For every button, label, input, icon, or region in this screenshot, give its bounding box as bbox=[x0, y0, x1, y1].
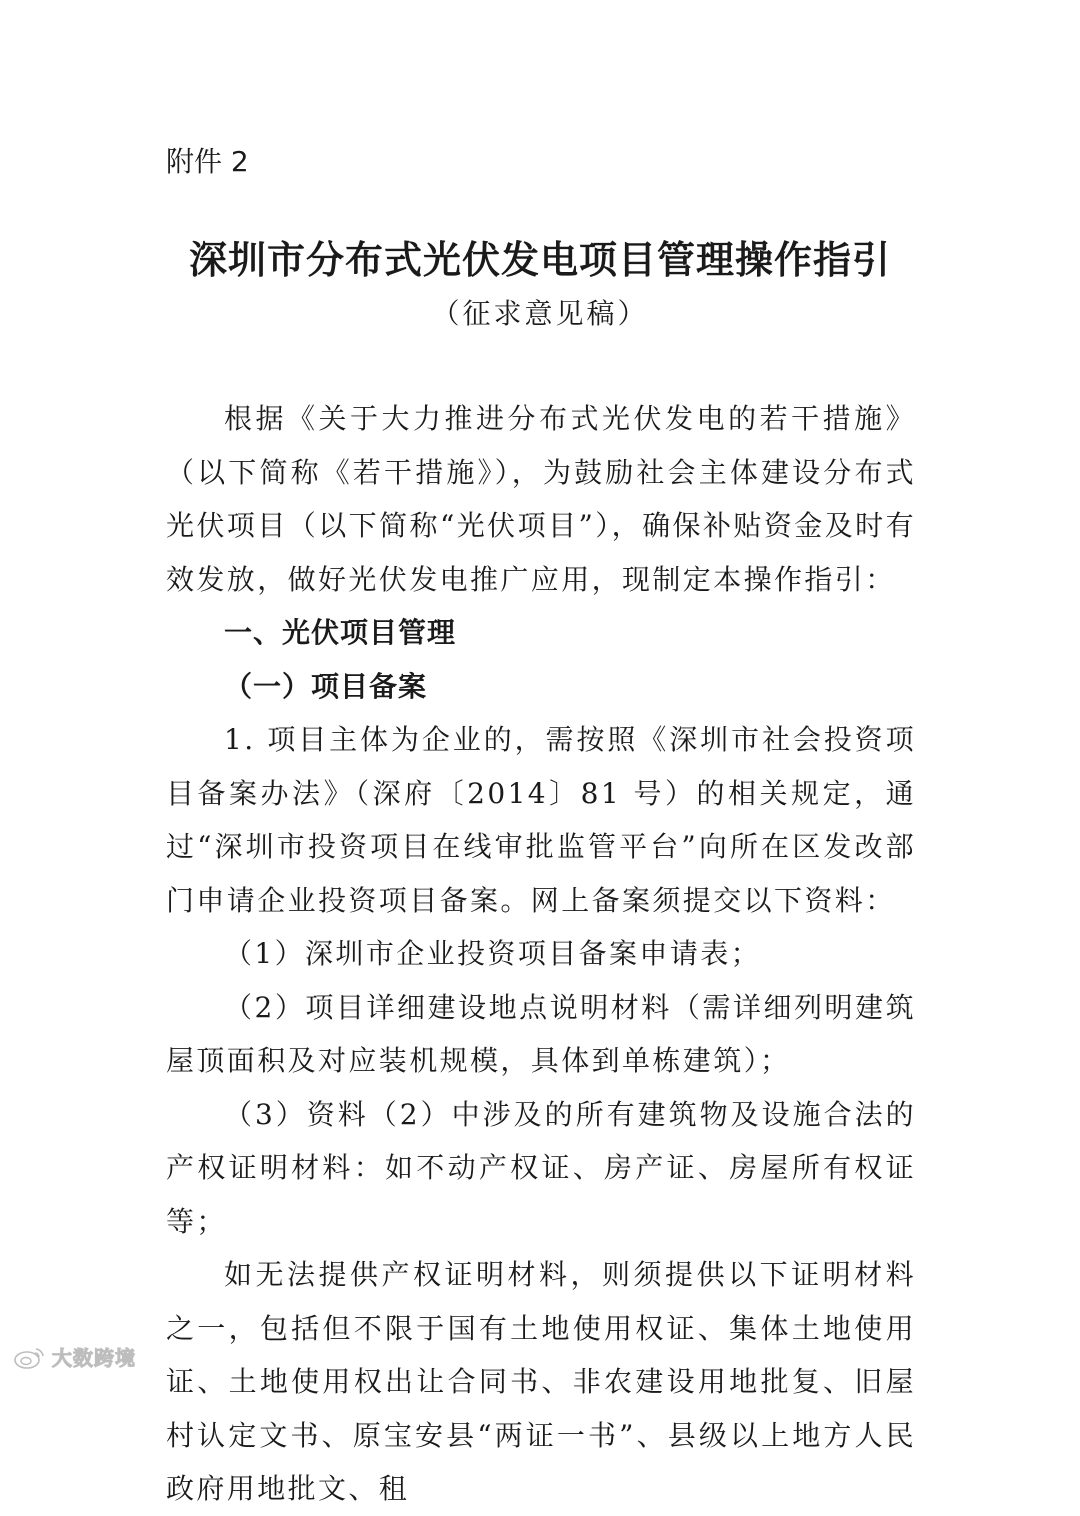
sub-item-paragraph: （2）项目详细建设地点说明材料（需详细列明建筑屋顶面积及对应装机规模，具体到单栋建筑）； bbox=[166, 990, 916, 1077]
note-paragraph: 如无法提供产权证明材料，则须提供以下证明材料之一，包括但不限于国有土地使用权证、集体土地使用证、土地使用权出让合同书、非农建设用地批复、旧屋村认定文书、原宝安县“两证一书”、县级以上地方人民政府用地批文、租 bbox=[166, 1258, 916, 1505]
attachment-label: 附件 2 bbox=[166, 145, 249, 178]
section-heading: 一、光伏项目管理 bbox=[224, 616, 457, 649]
document-body bbox=[166, 392, 916, 1516]
intro-paragraph: 根据《关于大力推进分布式光伏发电的若干措施》（以下简称《若干措施》），为鼓励社会主体建设分布式光伏项目（以下简称“光伏项目”），确保补贴资金及时有效发放，做好光伏发电推广应用，现制定本操作指引： bbox=[166, 402, 916, 596]
sub-item-paragraph: （1）深圳市企业投资项目备案申请表； bbox=[224, 937, 762, 970]
document-title: 深圳市分布式光伏发电项目管理操作指引 bbox=[188, 238, 891, 282]
item-paragraph: 1. 项目主体为企业的，需按照《深圳市社会投资项目备案办法》（深府〔2014〕81 号）的相关规定，通过“深圳市投资项目在线审批监管平台”向所在区发改部门申请企业投资项目备案。网上备案须提交以下资料： bbox=[166, 723, 916, 917]
watermark bbox=[12, 1342, 136, 1371]
weibo-logo-icon bbox=[12, 1345, 46, 1369]
subsection-heading: （一）项目备案 bbox=[224, 669, 428, 703]
watermark-text: 大数跨境 bbox=[52, 1346, 136, 1370]
sub-item-paragraph: （3）资料（2）中涉及的所有建筑物及设施合法的产权证明材料：如不动产权证、房产证、房屋所有权证等； bbox=[166, 1097, 916, 1238]
document-subtitle: （征求意见稿） bbox=[431, 297, 649, 330]
